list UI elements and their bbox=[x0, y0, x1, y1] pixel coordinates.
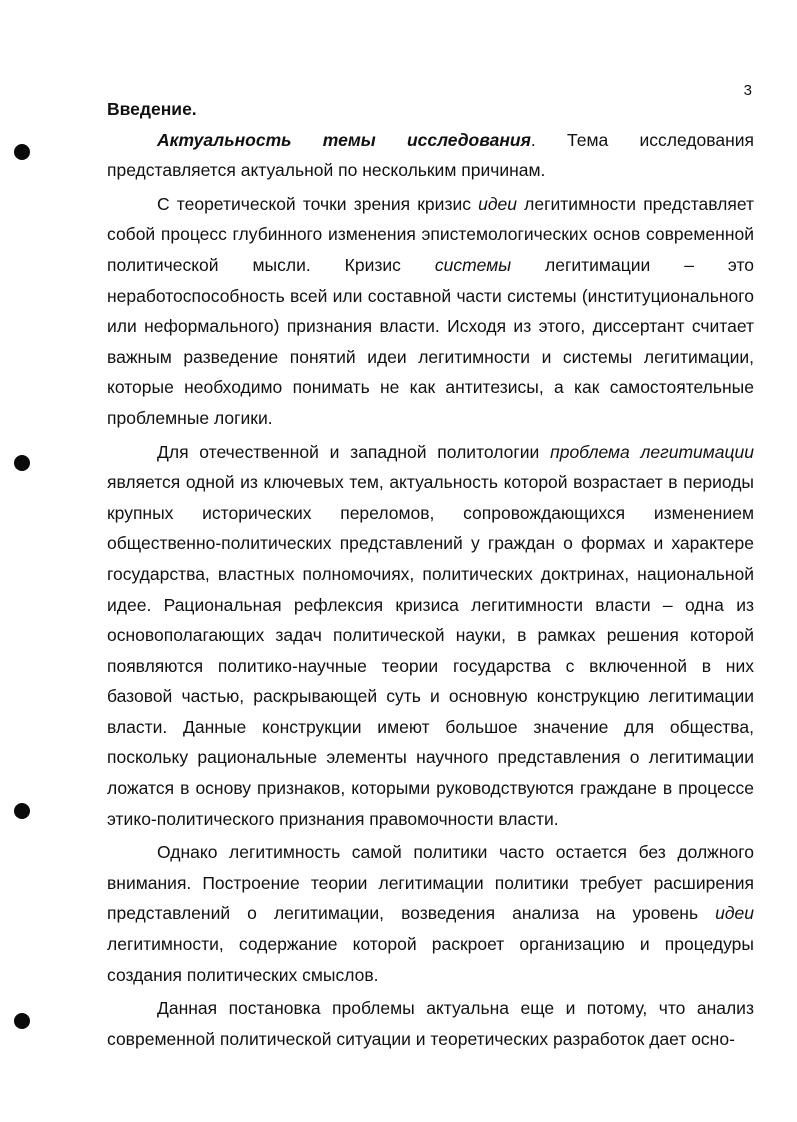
body-text bbox=[107, 94, 754, 1054]
binder-hole-mark bbox=[14, 1013, 30, 1029]
section-heading: Введение. bbox=[107, 99, 197, 119]
text-run: является одной из ключевых тем, актуальность которой возрастает в периоды крупных исторических переломов, сопровождающихся изменением общественно-политических представлений у граждан о формах и характере государства, властных полномочиях, политических доктринах, национальной идее. Рациональная рефлексия кризиса легитимности власти – одна из основополагающих задач политической науки, в рамках решения которой появляются политико-научные теории государства с включенной в них базовой частью, раскрывающей суть и основную конструкцию легитимации власти. Данные конструкции имеют большое значение для общества, поскольку рациональные элементы научного представления о легитимации ложатся в основу признаков, которыми руководствуются граждане в процессе этико-политического признания правомочности власти. bbox=[107, 472, 754, 829]
emphasis-italic: проблема легитимации bbox=[550, 441, 754, 462]
emphasis-italic: системы bbox=[434, 254, 512, 275]
paragraph bbox=[107, 437, 754, 835]
text-run: Данная постановка проблемы актуальна еще и потому, что анализ современной политической ситуации и теоретических разработок дает осно- bbox=[107, 998, 754, 1049]
paragraph bbox=[107, 189, 754, 434]
binder-hole-mark bbox=[14, 803, 30, 819]
text-run: Для отечественной и западной политологии bbox=[157, 441, 551, 462]
paragraph bbox=[107, 837, 754, 990]
emphasis-italic: идеи bbox=[715, 903, 754, 924]
paragraph bbox=[107, 993, 754, 1054]
emphasis-bold-italic: Актуальность темы исследования bbox=[157, 129, 531, 150]
binder-hole-mark bbox=[14, 455, 30, 471]
binder-hole-mark bbox=[14, 144, 30, 160]
text-run: . Тема исследования представляется актуальной по нескольким причинам. bbox=[107, 129, 754, 181]
text-run: С теоретической точки зрения кризис bbox=[157, 193, 479, 214]
text-run: легитимности представляет собой процесс глубинного изменения эпистемологических основ современной политической мысли. Кризис bbox=[107, 193, 755, 275]
page-number: 3 bbox=[743, 82, 752, 99]
paragraph bbox=[107, 125, 754, 186]
text-run: легитимации – это неработоспособность всей или составной части системы (институционального или неформального) признания власти. Исходя из этого, диссертант считает важным разведение понятий идеи легитимности и системы легитимации, которые необходимо понимать не как антитезисы, а как самостоятельные проблемные логики. bbox=[107, 254, 754, 428]
emphasis-italic: идеи bbox=[478, 193, 518, 214]
text-run: Однако легитимность самой политики часто остается без должного внимания. Построение теории легитимации политики требует расширения представлений о легитимации, возведения анализа на уровень bbox=[107, 842, 754, 924]
text-run: легитимности, содержание которой раскроет организацию и процедуры создания политических смыслов. bbox=[107, 934, 754, 985]
